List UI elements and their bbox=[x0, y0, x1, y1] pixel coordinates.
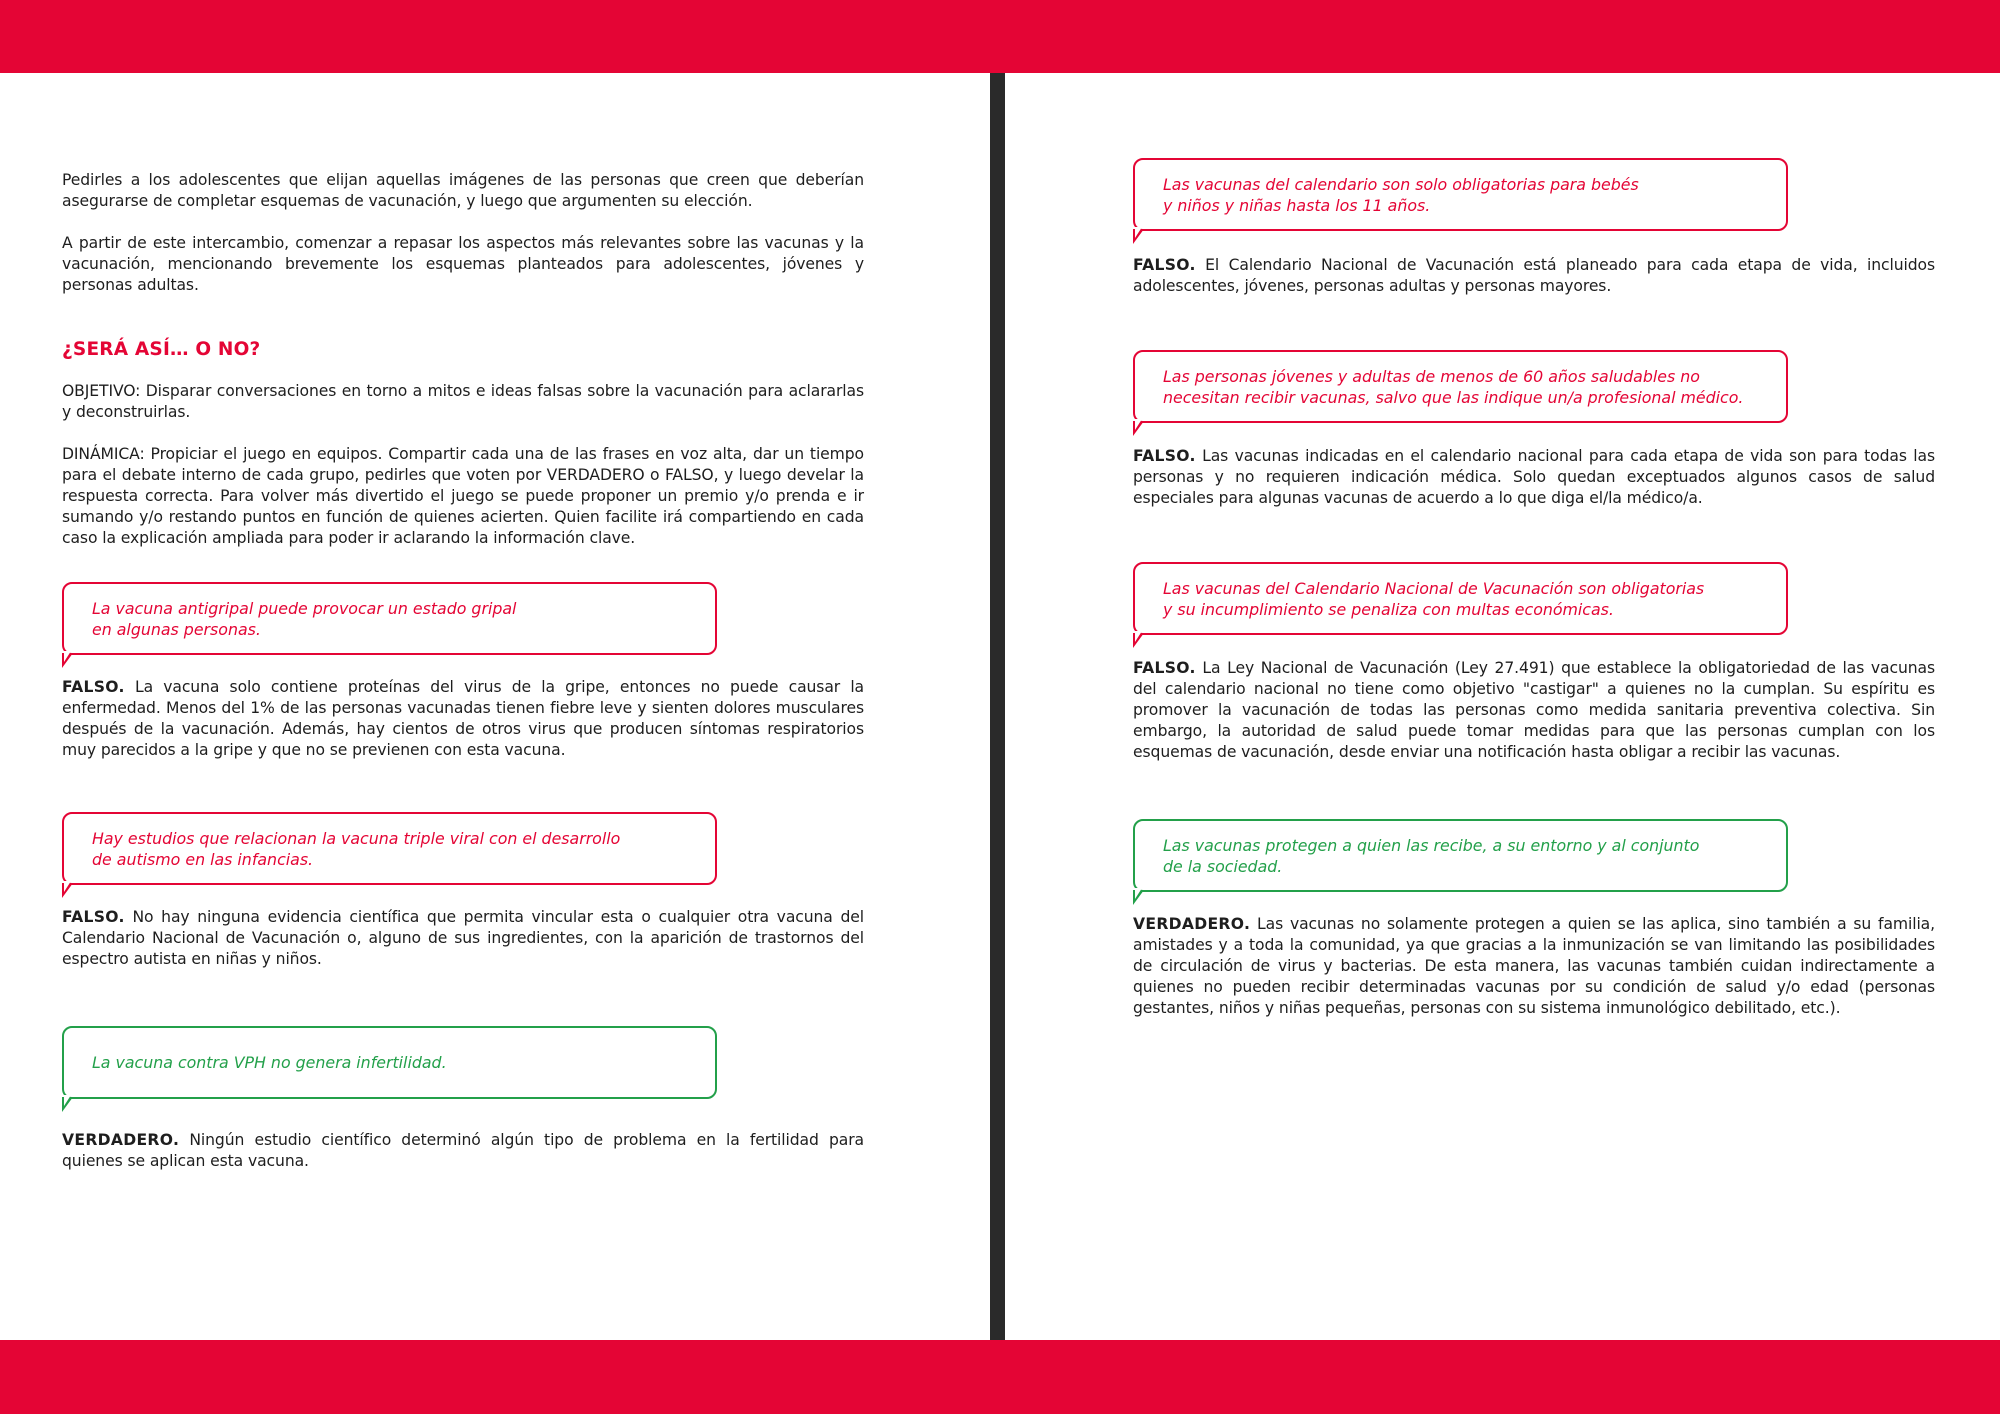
verdict-label: FALSO. bbox=[62, 678, 125, 696]
answer-explanation: No hay ninguna evidencia científica que permita vincular esta o cualquier otra vacuna del Calendario Nacional de Vacunación o, alguno de sus ingredientes, con la aparición de trastornos del espectro autista en niñas y niños. bbox=[62, 908, 865, 968]
dynamic-paragraph: DINÁMICA: Propiciar el juego en equipos. Compartir cada una de las frases en voz alta, dar un tiempo para el debate interno de cada grupo, pedirles que voten por VERDADERO o FALSO, y luego develar la respuesta correcta. Para volver más divertido el juego se puede proponer un premio y/o prenda e ir sumando y/o restando puntos en función de quienes acierten. Quien facilite irá compartiendo en cada caso la explicación ampliada para poder ir aclarando la información clave. bbox=[62, 445, 864, 547]
myth-bubble bbox=[1133, 158, 1788, 231]
bubble-tail bbox=[1133, 421, 1144, 436]
intro-paragraph-1: Pedirles a los adolescentes que elijan aquellas imágenes de las personas que creen que deberían asegurarse de completar esquemas de vacunación, y luego que argumenten su elección. bbox=[62, 171, 864, 210]
top-red-band bbox=[0, 0, 2000, 73]
answer-explanation: La vacuna solo contiene proteínas del virus de la gripe, entonces no puede causar la enfermedad. Menos del 1% de las personas vacunadas tienen fiebre leve y sienten dolores musculares después de la vacunación. Además, hay cientos de otros virus que producen síntomas respiratorios muy parecidos a la gripe y que no se previenen con esta vacuna. bbox=[62, 678, 865, 759]
myth-text: Las vacunas del Calendario Nacional de Vacunación son obligatorias y su incumplimiento se penaliza con multas económicas. bbox=[1163, 578, 1705, 619]
bottom-red-band bbox=[0, 1340, 2000, 1414]
bubble-tail bbox=[1133, 633, 1144, 648]
page-gutter bbox=[990, 73, 1005, 1340]
verdict-label: FALSO. bbox=[1133, 256, 1196, 274]
verdict-label: FALSO. bbox=[1133, 659, 1196, 677]
myth-text: Las personas jóvenes y adultas de menos de 60 años saludables no necesitan recibir vacunas, salvo que las indique un/a profesional médico. bbox=[1163, 366, 1744, 407]
myth-text: La vacuna contra VPH no genera infertilidad. bbox=[92, 1053, 447, 1072]
bubble-tail bbox=[62, 653, 73, 668]
bubble-tail bbox=[62, 1097, 73, 1112]
right-page bbox=[1133, 158, 1935, 1019]
myth-text: Las vacunas protegen a quien las recibe, a su entorno y al conjunto de la sociedad. bbox=[1163, 835, 1700, 876]
answer-paragraph bbox=[62, 1130, 864, 1172]
bubble-tail bbox=[1133, 890, 1144, 905]
section-title: ¿SERÁ ASÍ… O NO? bbox=[62, 339, 261, 360]
truth-bubble bbox=[1133, 819, 1788, 892]
answer-paragraph bbox=[1133, 255, 1935, 297]
answer-explanation: La Ley Nacional de Vacunación (Ley 27.491) que establece la obligatoriedad de las vacunas del calendario nacional no tiene como objetivo "castigar" a quienes no la cumplan. Su espíritu es promover la vacunación de todas las personas como medida sanitaria preventiva colectiva. Sin embargo, la autoridad de salud puede tomar medidas para que las personas cumplan con los esquemas de vacunación, desde enviar una notificación hasta obligar a recibir las vacunas. bbox=[1133, 659, 1935, 761]
answer-explanation: Ningún estudio científico determinó algún tipo de problema en la fertilidad para quienes se aplican esta vacuna. bbox=[62, 1131, 864, 1170]
answer-paragraph bbox=[1133, 658, 1935, 763]
myth-bubble bbox=[62, 582, 717, 655]
answer-paragraph bbox=[62, 677, 864, 761]
bubble-tail bbox=[62, 883, 73, 898]
answer-paragraph bbox=[1133, 446, 1935, 509]
answer-explanation: Las vacunas no solamente protegen a quien se las aplica, sino también a su familia, amistades y a toda la comunidad, ya que gracias a la inmunización se van limitando las posibilidades de circulación de virus y bacterias. De esta manera, las vacunas también cuidan indirectamente a quienes no pueden recibir determinadas vacunas por su condición de salud y/o edad (personas gestantes, niños y niñas pequeñas, personas con su sistema inmunológico debilitado, etc.). bbox=[1133, 915, 1935, 1017]
myth-text: Las vacunas del calendario son solo obligatorias para bebés y niños y niñas hasta los 11 años. bbox=[1163, 174, 1639, 215]
verdict-label: FALSO. bbox=[62, 908, 125, 926]
myth-bubble bbox=[62, 812, 717, 885]
intro-paragraph-2: A partir de este intercambio, comenzar a repasar los aspectos más relevantes sobre las vacunas y la vacunación, mencionando brevemente los esquemas planteados para adolescentes, jóvenes y personas adultas. bbox=[62, 234, 864, 294]
objective-paragraph: OBJETIVO: Disparar conversaciones en torno a mitos e ideas falsas sobre la vacunación para aclararlas y deconstruirlas. bbox=[62, 382, 864, 421]
answer-explanation: Las vacunas indicadas en el calendario nacional para cada etapa de vida son para todas las personas y no requieren indicación médica. Solo quedan exceptuados algunos casos de salud especiales para algunas vacunas de acuerdo a lo que diga el/la médico/a. bbox=[1133, 447, 1935, 507]
myth-bubble bbox=[1133, 562, 1788, 635]
truth-bubble bbox=[62, 1026, 717, 1099]
bubble-tail bbox=[1133, 229, 1144, 244]
myth-text: La vacuna antigripal puede provocar un estado gripal en algunas personas. bbox=[92, 598, 517, 639]
answer-explanation: El Calendario Nacional de Vacunación está planeado para cada etapa de vida, incluidos adolescentes, jóvenes, personas adultas y personas mayores. bbox=[1133, 256, 1935, 295]
myth-bubble bbox=[1133, 350, 1788, 423]
answer-paragraph bbox=[62, 907, 864, 970]
verdict-label: VERDADERO. bbox=[62, 1131, 180, 1149]
verdict-label: FALSO. bbox=[1133, 447, 1196, 465]
myth-text: Hay estudios que relacionan la vacuna triple viral con el desarrollo de autismo en las infancias. bbox=[92, 828, 621, 869]
verdict-label: VERDADERO. bbox=[1133, 915, 1251, 933]
left-page bbox=[62, 170, 864, 1172]
answer-paragraph bbox=[1133, 914, 1935, 1019]
